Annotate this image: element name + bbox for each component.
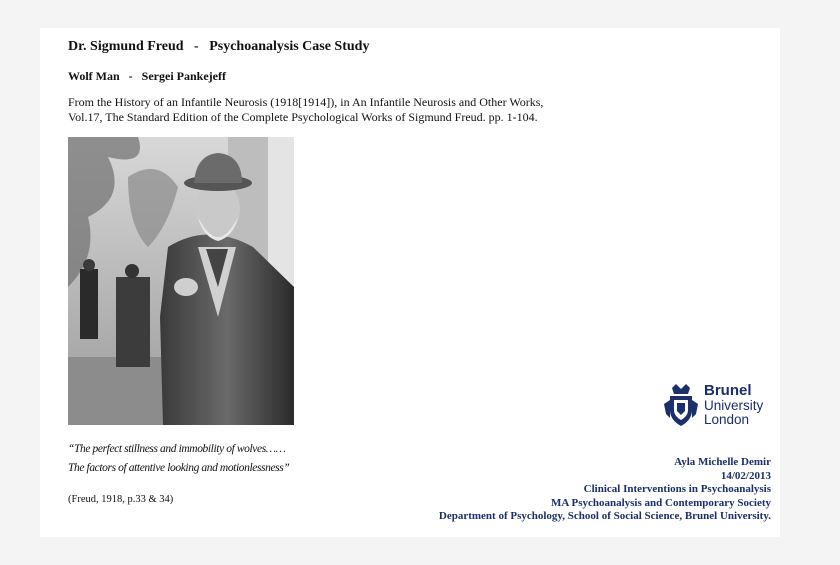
crest-icon <box>664 384 698 428</box>
border-right <box>780 28 840 537</box>
freud-photograph <box>68 137 294 425</box>
quote-line-1: “The perfect stillness and immobility of wolves…… <box>68 443 286 455</box>
source-reference <box>68 95 628 125</box>
photo-image <box>68 137 294 425</box>
source-line-1: From the History of an Infantile Neurosis (1918[1914]), in An Infantile Neurosis and Other Works, <box>68 95 544 109</box>
page-title: Dr. Sigmund Freud - Psychoanalysis Case Study <box>68 39 370 54</box>
case-subtitle: Wolf Man - Sergei Pankejeff <box>68 69 226 83</box>
author-name: Ayla Michelle Demir <box>674 456 771 468</box>
brunel-logo <box>664 384 774 432</box>
source-line-2: Vol.17, The Standard Edition of the Complete Psychological Works of Sigmund Freud. pp. 1-104. <box>68 110 538 124</box>
border-left <box>0 28 40 537</box>
course-name: MA Psychoanalysis and Contemporary Society <box>551 496 771 509</box>
quote <box>68 440 289 478</box>
border-bottom <box>0 537 840 565</box>
logo-word-university: University <box>704 398 764 413</box>
department-name: Department of Psychology, School of Social Science, Brunel University. <box>438 510 771 522</box>
logo-word-brunel: Brunel <box>704 382 752 399</box>
logo-word-london: London <box>704 412 750 427</box>
quote-citation: (Freud, 1918, p.33 & 34) <box>68 494 174 505</box>
quote-line-2: The factors of attentive looking and motionlessness” <box>68 462 290 474</box>
border-top <box>0 0 840 28</box>
presentation-date: 14/02/2013 <box>720 469 771 482</box>
module-name: Clinical Interventions in Psychoanalysis <box>583 483 771 495</box>
author-info <box>439 456 771 524</box>
